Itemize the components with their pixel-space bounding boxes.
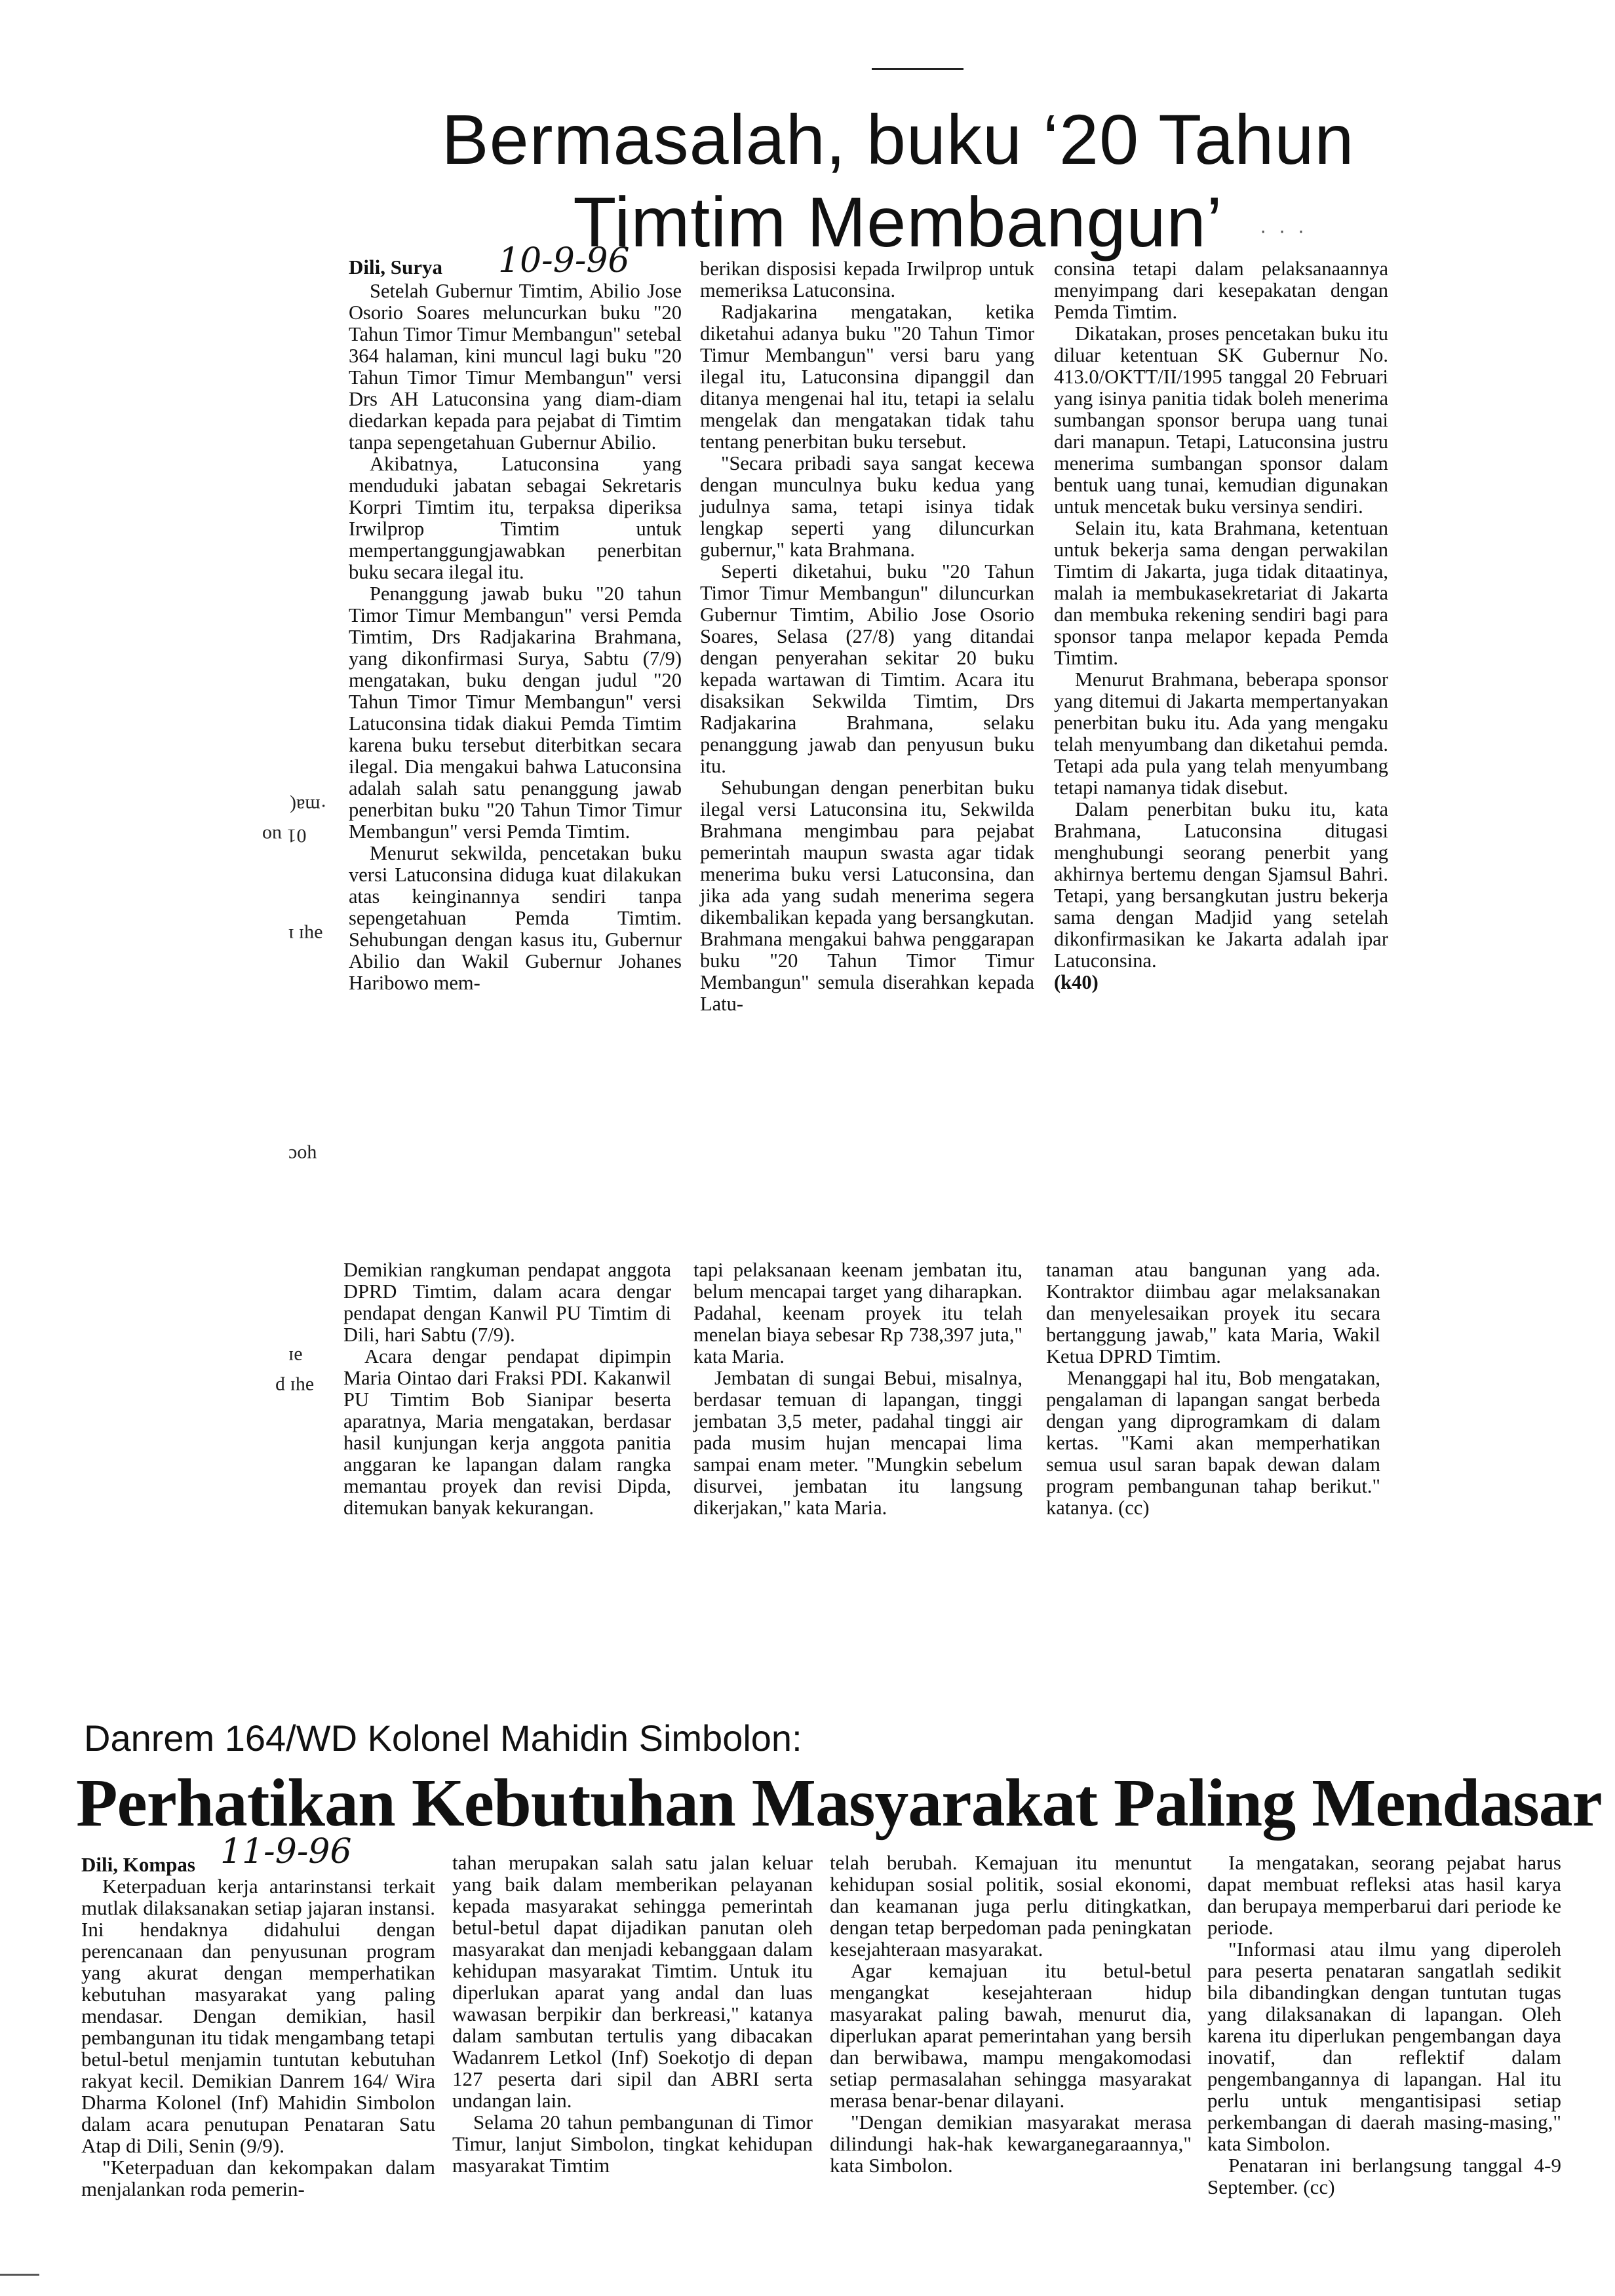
headline-article1-line2: Timtim Membangun’: [573, 182, 1223, 261]
top-rule: [872, 68, 963, 70]
paragraph: Demikian rangkuman pendapat anggota DPRD Timtim, dalam acara dengar pendapat dengan Kanwil PU Timtim di Dili, hari Sabtu (7/9).: [343, 1259, 671, 1346]
paragraph: Ia mengatakan, seorang pejabat harus dapat membuat refleksi atas hasil karya dan berupaya memperbarui dari periode ke periode.: [1207, 1851, 1561, 1939]
margin-fragment: 01 uo: [262, 825, 307, 847]
paragraph: "Informasi atau ilmu yang diperoleh para peserta penataran sangatlah sedikit bila dibandingkan dengan tuntutan tugas yang dilaksanakan di lapangan. Oleh karena itu diperlukan pengembangan daya inovatif, dan reflektif dalam pengembangannya di lapangan. Hal itu perlu untuk mengantisipasi setiap perkembangan di daerah masing-masing," kata Simbolon.: [1207, 1938, 1561, 2155]
paragraph: Agar kemajuan itu betul-betul mengangkat kesejahteraan hidup masyarakat paling bawah, menurut dia, diperlukan aparat pemerintahan yang bersih dan berwibawa, mampu mengakomodasi setiap permasalahan sehingga masyarakat merasa benar-benar dilayani.: [830, 1959, 1192, 2112]
article1-column3: [1054, 258, 1388, 993]
scan-noise: · · ·: [1258, 223, 1306, 241]
paragraph: Radjakarina mengatakan, ketika diketahui adanya buku "20 Tahun Timor Timur Membangun" versi baru yang ilegal itu, Latuconsina dipanggil dan ditanya mengenai hal itu, tetapi ia selalu mengelak dan mengatakan tidak tahu tentang penerbitan buku tersebut.: [700, 301, 1034, 453]
paragraph: "Dengan demikian masyarakat merasa dilindungi hak-hak kewarganegaraannya," kata Simbolon.: [830, 2111, 1192, 2177]
margin-fragment: ·ma(: [290, 795, 327, 816]
paragraph: Setelah Gubernur Timtim, Abilio Jose Osorio Soares meluncurkan buku "20 Tahun Timor Timur Membangun" setebal 364 halaman, kini muncul lagi buku "20 Tahun Timor Timur Membangun" versi Drs AH Latuconsina yang diam-diam diedarkan kepada para pejabat di Timtim tanpa sepengetahuan Gubernur Abilio.: [349, 280, 682, 453]
article2-column3: [830, 1852, 1192, 2176]
paragraph: tahan merupakan salah satu jalan keluar yang baik dalam memberikan pelayanan kepada masyarakat sehingga pemerintah betul-betul dapat dijadikan panutan oleh masyarakat dan menjadi kebanggaan dalam kehidupan masyarakat Timtim. Untuk itu diperlukan aparat yang andal dan luas wawasan berpikir dan berkreasi," katanya dalam sambutan tertulis yang dibacakan Wadanrem Letkol (Inf) Soekotjo di depan 127 peserta dari sipil dan ABRI serta undangan lain.: [452, 1851, 813, 2112]
article1-column1: [349, 280, 682, 994]
paragraph: tanaman atau bangunan yang ada. Kontraktor diimbau agar melaksanakan dan menyelesaikan proyek itu secara bertanggung jawab," kata Maria, Wakil Ketua DPRD Timtim.: [1046, 1259, 1380, 1368]
paragraph: telah berubah. Kemajuan itu menuntut kehidupan sosial politik, sosial ekonomi, dan keamanan juga perlu ditingkatkan, dengan tetap berpedoman pada peningkatan kesejahteraan masyarakat.: [830, 1851, 1192, 1961]
fragment-column1: [343, 1259, 671, 1519]
paragraph: Dalam penerbitan buku itu, kata Brahmana, Latuconsina ditugasi menghubungi seorang penerbit yang akhirnya bertemu dengan Sjamsul Bahri. Tetapi, yang bersangkutan justru bekerja sama dengan Madjid yang setelah dikonfirmasikan ke Jakarta adalah ipar Latuconsina.: [1054, 798, 1388, 972]
article2-column1: [81, 1875, 435, 2200]
article2-column2: [452, 1852, 813, 2176]
handwritten-date-article2: 11-9-96: [220, 1832, 352, 1871]
paragraph: Menurut sekwilda, pencetakan buku versi Latuconsina diduga kuat dilakukan atas keinginannya sendiri tanpa sepengetahuan Pemda Timtim. Sehubungan dengan kasus itu, Gubernur Abilio dan Wakil Gubernur Johanes Haribowo mem-: [349, 842, 682, 994]
fragment-column3: [1046, 1259, 1380, 1519]
paragraph: Dikatakan, proses pencetakan buku itu diluar ketentuan SK Gubernur No. 413.0/OKTT/II/1995 tanggal 20 Februari yang isinya panitia tidak boleh menerima sumbangan sponsor berupa uang tunai dari manapun. Tetapi, Latuconsina justru menerima sumbangan sponsor dalam bentuk uang tunai, kemudian digunakan untuk mencetak buku versinya sendiri.: [1054, 322, 1388, 518]
paragraph: tapi pelaksanaan keenam jembatan itu, belum mencapai target yang diharapkan. Padahal, keenam proyek itu telah menelan biaya sebesar Rp 738,397 juta," kata Maria.: [693, 1259, 1022, 1368]
margin-fragment: əɥɪ p: [275, 1377, 315, 1398]
article2-column4: [1207, 1852, 1561, 2198]
fragment-column2: [693, 1259, 1022, 1519]
paragraph: Selain itu, kata Brahmana, ketentuan untuk bekerja sama dengan perwakilan Timtim di Jakarta, juga tidak ditaatinya, malah ia membukasekretariat di Jakarta dan membuka rekening sendiri bagi para sponsor tanpa melapor kepada Pemda Timtim.: [1054, 517, 1388, 669]
handwritten-date-article1: 10-9-96: [498, 241, 630, 280]
paragraph: Akibatnya, Latuconsina yang menduduki jabatan sebagai Sekretaris Korpri Timtim itu, terpaksa diperiksa Irwilprop Timtim untuk mempertanggungjawabkan penerbitan buku secara ilegal itu.: [349, 453, 682, 583]
margin-fragment: əɥɪ ı: [288, 925, 323, 946]
headline-article2: Perhatikan Kebutuhan Masyarakat Paling Mendasar: [76, 1765, 1602, 1841]
margin-fragment: əɪ: [288, 1347, 303, 1368]
paragraph: "Keterpaduan dan kekompakan dalam menjalankan roda pemerin-: [81, 2156, 435, 2200]
paragraph: Selama 20 tahun pembangunan di Timor Timur, lanjut Simbolon, tingkat kehidupan masyarakat Timtim: [452, 2111, 813, 2177]
paragraph: Seperti diketahui, buku "20 Tahun Timor Timur Membangun" diluncurkan Gubernur Timtim, Abilio Jose Osorio Soares, Selasa (27/8) yang ditandai dengan penyerahan sekitar 20 buku kepada wartawan di Timtim. Acara itu disaksikan Sekwilda Timtim, Drs Radjakarina Brahmana, selaku penanggung jawab dan penyusun buku itu.: [700, 560, 1034, 777]
paragraph: Menanggapi hal itu, Bob mengatakan, pengalaman di lapangan sangat berbeda dengan yang diprogramkam di dalam kertas. "Kami akan memperhatikan semua usul saran bapak dewan dalam program pembangunan tahap berikut." katanya. (cc): [1046, 1367, 1380, 1519]
paragraph: Keterpaduan kerja antarinstansi terkait mutlak dilaksanakan setiap jajaran instansi. Ini hendaknya didahului dengan perencanaan dan penyusunan program yang akurat dengan memperhatikan kebutuhan masyarakat yang paling mendasar. Dengan demikian, hasil pembangunan itu tidak mengambang tetapi betul-betul menjamin tuntutan kebutuhan rakyat kecil. Demikian Danrem 164/ Wira Dharma Kolonel (Inf) Mahidin Simbolon dalam acara penutupan Penataran Satu Atap di Dili, Senin (9/9).: [81, 1875, 435, 2157]
paragraph: Penataran ini berlangsung tanggal 4-9 September. (cc): [1207, 2154, 1561, 2198]
paragraph: Jembatan di sungai Bebui, misalnya, berdasar temuan di lapangan, tinggi jembatan 3,5 meter, padahal tinggi air pada musim hujan mencapai lima sampai enam meter. "Mungkin sebelum disurvei, jembatan itu langsung dikerjakan," kata Maria.: [693, 1367, 1022, 1519]
byline-code: (k40): [1054, 971, 1099, 993]
paragraph: berikan disposisi kepada Irwilprop untuk memeriksa Latuconsina.: [700, 258, 1034, 301]
paragraph: Sehubungan dengan penerbitan buku ilegal versi Latuconsina itu, Sekwilda Brahmana mengimbau para pejabat pemerintah maupun swasta agar tidak menerima buku versi Latuconsina, dan jika ada yang sudah menerima segera dikembalikan kepada yang bersangkutan. Brahmana mengakui bahwa penggarapan buku "20 Tahun Timor Timur Membangun" semula diserahkan kepada Latu-: [700, 776, 1034, 1015]
headline-article1-line1: Bermasalah, buku ‘20 Tahun: [441, 100, 1355, 179]
paragraph: "Secara pribadi saya sangat kecewa dengan munculnya buku kedua yang judulnya sama, tetapi isinya tidak lengkap seperti yang diluncurkan gubernur," kata Brahmana.: [700, 452, 1034, 561]
bottom-scan-mark: [0, 2274, 39, 2276]
dateline-article1: Dili, Surya: [349, 256, 442, 278]
article1-column2: [700, 258, 1034, 1015]
dateline-article2: Dili, Kompas: [81, 1853, 195, 1876]
paragraph: consina tetapi dalam pelaksanaannya menyimpang dari kesepakatan dengan Pemda Timtim.: [1054, 258, 1388, 323]
paragraph: Acara dengar pendapat dipimpin Maria Ointao dari Fraksi PDI. Kakanwil PU Timtim Bob Sianipar beserta aparatnya, Maria mengatakan, berdasar hasil kunjungan kerja anggota panitia anggaran ke lapangan dalam rangka memantau proyek dan revisi Dipda, ditemukan banyak kekurangan.: [343, 1345, 671, 1519]
kicker-article2: Danrem 164/WD Kolonel Mahidin Simbolon:: [84, 1717, 802, 1759]
paragraph: Menurut Brahmana, beberapa sponsor yang ditemui di Jakarta mempertanyakan penerbitan buku itu. Ada yang mengaku telah menyumbang dan diketahui pemda. Tetapi ada pula yang telah menyumbang tetapi namanya tidak disebut.: [1054, 668, 1388, 799]
paragraph: Penanggung jawab buku "20 tahun Timor Timur Membangun" versi Pemda Timtim, Drs Radjakarina Brahmana, yang dikonfirmasi Surya, Sabtu (7/9) mengatakan, buku dengan judul "20 Tahun Timor Timur Membangun" versi Latuconsina tidak diakui Pemda Timtim karena buku tersebut diterbitkan secara ilegal. Dia mengakui bahwa Latuconsina adalah salah satu penanggung jawab penerbitan buku "20 Tahun Timor Timur Membangun" versi Pemda Timtim.: [349, 583, 682, 843]
margin-fragment: ɥoc: [288, 1145, 317, 1166]
